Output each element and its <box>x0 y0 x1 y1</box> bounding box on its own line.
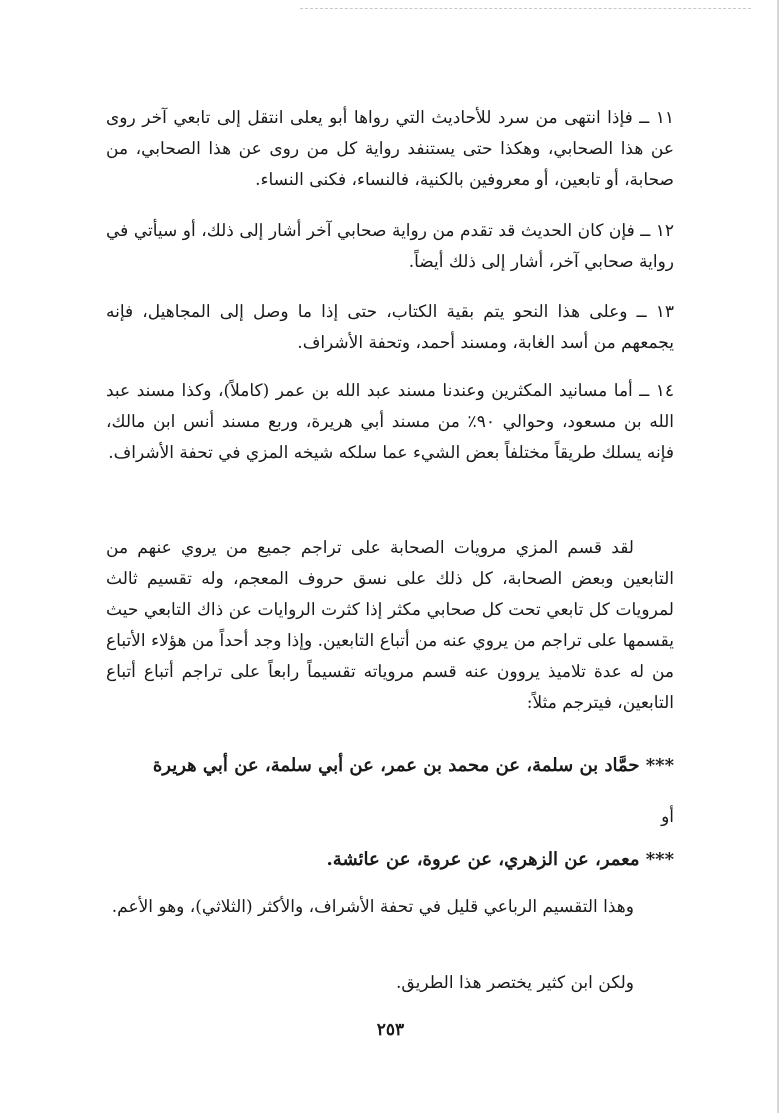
isnad-chain-first: *** حمَّاد بن سلمة، عن محمد بن عمر، عن أبي سلمة، عن أبي هريرة <box>152 755 674 776</box>
page-right-edge <box>777 0 779 1113</box>
paragraph-11 <box>106 103 674 196</box>
paragraph-12 <box>106 216 674 278</box>
paragraph-14-text: ١٤ ــ أما مسانيد المكثرين وعندنا مسند عبد الله بن عمر (كاملاً)، وكذا مسند عبد الله بن مسعود، وحوالي ٩٠٪ من مسند أبي هريرة، وربع مسند أنس ابن مالك، فإنه يسلك طريقاً مختلفاً بعض الشيء عما سلكه شيخه المزي في تحفة الأشراف. <box>106 381 674 463</box>
paragraph-13-text: ١٣ ــ وعلى هذا النحو يتم بقية الكتاب، حتى إذا ما وصل إلى المجاهيل، فإنه يجمعهم من أسد الغابة، ومسند أحمد، وتحفة الأشراف. <box>106 302 674 353</box>
paragraph-12-text: ١٢ ــ فإن كان الحديث قد تقدم من رواية صحابي آخر أشار إلى ذلك، أو سيأتي في رواية صحابي آخر، أشار إلى ذلك أيضاً. <box>106 221 674 272</box>
paragraph-quadruple-division-text: وهذا التقسيم الرباعي قليل في تحفة الأشراف، والأكثر (الثلاثي)، وهو الأعم. <box>111 897 634 917</box>
paragraph-ibn-kathir-text: ولكن ابن كثير يختصر هذا الطريق. <box>396 973 634 993</box>
page-number: ٢٥٣ <box>376 1020 405 1040</box>
or-word: أو <box>661 807 674 827</box>
paragraph-14 <box>106 376 674 469</box>
paragraph-13 <box>106 297 674 359</box>
paragraph-11-text: ١١ ــ فإذا انتهى من سرد للأحاديث التي رواها أبو يعلى انتقل إلى تابعي آخر روى عن هذا الصحابي، وهكذا حتى يستنفد رواية كل من روى عن هذا الصحابي، من صحابة، أو تابعين، أو معروفين بالكنية، فالنساء، فكنى النساء. <box>106 108 674 190</box>
paragraph-ibn-kathir <box>106 968 674 999</box>
paragraph-muzzi-division <box>106 533 674 719</box>
paragraph-quadruple-division <box>106 892 674 923</box>
isnad-chain-second: *** معمر، عن الزهري، عن عروة، عن عائشة. <box>326 849 674 870</box>
page-top-edge <box>300 8 751 9</box>
paragraph-muzzi-division-text: لقد قسم المزي مرويات الصحابة على تراجم جميع من يروي عنهم من التابعين وبعض الصحابة، كل ذلك على نسق حروف المعجم، وله تقسيم ثالث لمرويات كل تابعي تحت كل صحابي مكثر إذا كثرت الروايات عن ذاك التابعي حيث يقسمها على تراجم من يروي عنه من أتباع التابعين. وإذا وجد أحداً من هؤلاء الأتباع من له عدة تلاميذ يروون عنه قسم مروياته تقسيماً رابعاً على تراجم أتباع أتباع التابعين، فيترجم مثلاً: <box>106 538 674 713</box>
